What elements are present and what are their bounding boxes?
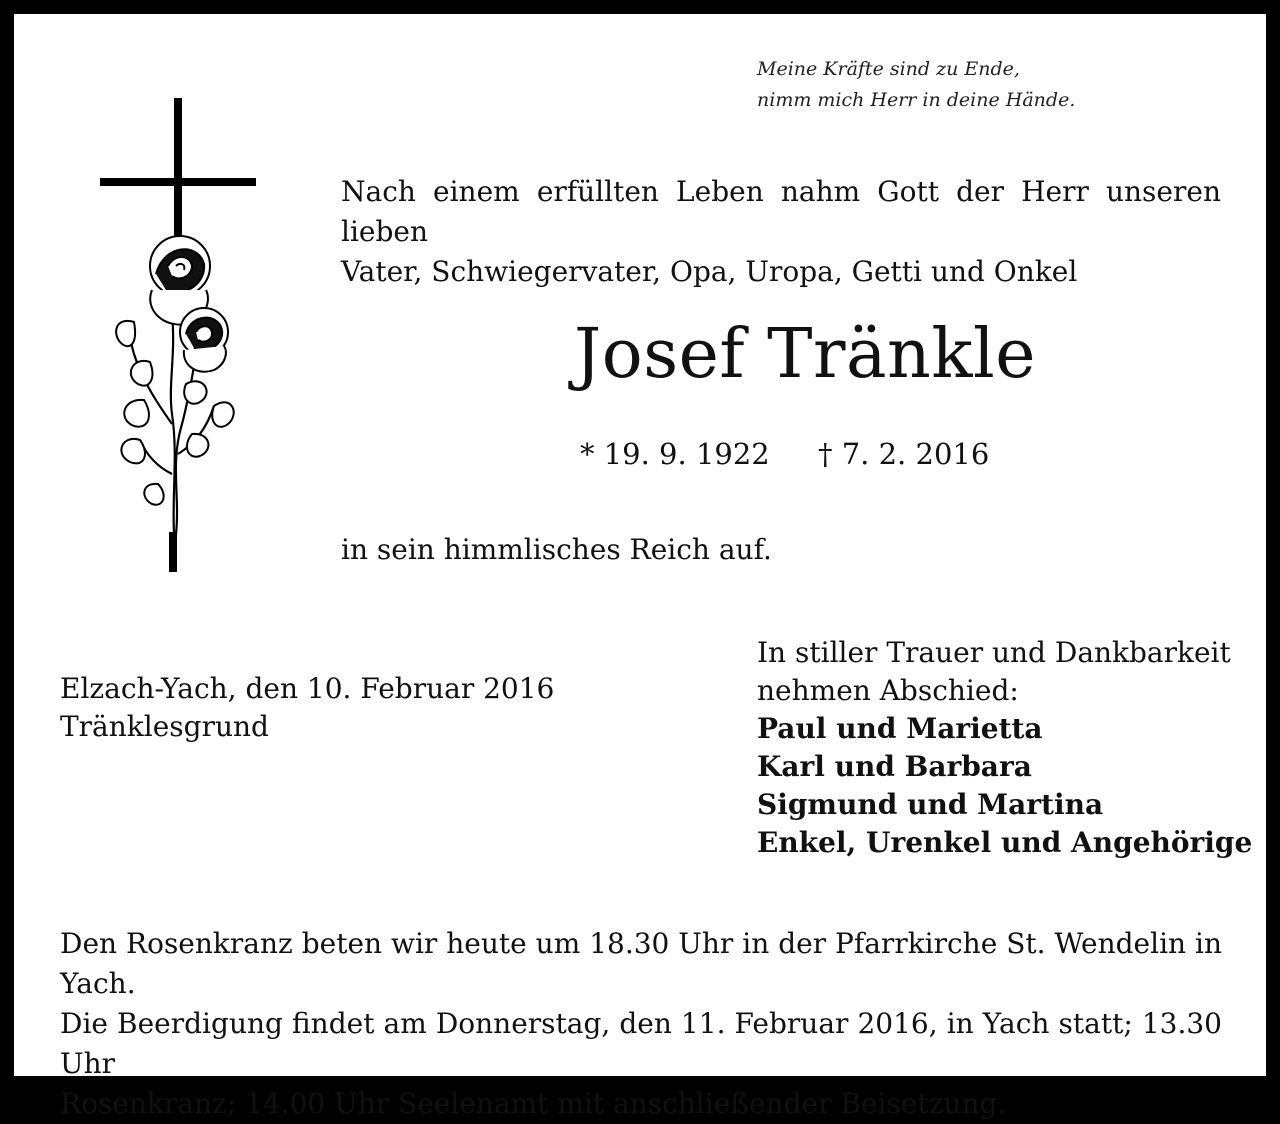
outro-text: in sein himmlisches Reich auf.	[341, 533, 772, 566]
cross-with-roses-icon	[94, 94, 274, 574]
mourner-name: Karl und Barbara	[757, 750, 1032, 783]
place-and-date	[60, 670, 554, 746]
mourner-name: Sigmund und Martina	[757, 788, 1104, 821]
service-details	[60, 924, 1222, 1124]
deceased-name: Josef Tränkle	[574, 315, 1037, 394]
service-line-1: Den Rosenkranz beten wir heute um 18.30 Uhr in der Pfarrkirche St. Wendelin in Yach.	[60, 927, 1222, 1000]
obituary-notice	[14, 14, 1266, 1120]
motto-line-1: Meine Kräfte sind zu Ende,	[757, 58, 1020, 80]
place-line-2: Tränklesgrund	[60, 710, 269, 743]
mourner-name: Paul und Marietta	[757, 712, 1043, 745]
motto-line-2: nimm mich Herr in deine Hände.	[757, 89, 1076, 111]
service-line-3: Rosenkranz; 14.00 Uhr Seelenamt mit anschließender Beisetzung.	[60, 1087, 1007, 1120]
mourners-block	[757, 634, 1252, 862]
motto-verse	[757, 54, 1075, 116]
mourners-intro-1: In stiller Trauer und Dankbarkeit	[757, 636, 1231, 669]
mourner-name: Enkel, Urenkel und Angehörige	[757, 826, 1253, 859]
intro-text	[341, 172, 1221, 292]
mourners-intro-2: nehmen Abschied:	[757, 674, 1019, 707]
death-date: † 7. 2. 2016	[818, 437, 990, 471]
birth-date: * 19. 9. 1922	[580, 437, 770, 471]
intro-line-2: Vater, Schwiegervater, Opa, Uropa, Getti und Onkel	[341, 255, 1078, 288]
place-line-1: Elzach-Yach, den 10. Februar 2016	[60, 672, 555, 705]
intro-line-1: Nach einem erfüllten Leben nahm Gott der Herr unseren lieben	[341, 175, 1221, 248]
service-line-2: Die Beerdigung findet am Donnerstag, den 11. Februar 2016, in Yach statt; 13.30 Uhr	[60, 1007, 1222, 1080]
